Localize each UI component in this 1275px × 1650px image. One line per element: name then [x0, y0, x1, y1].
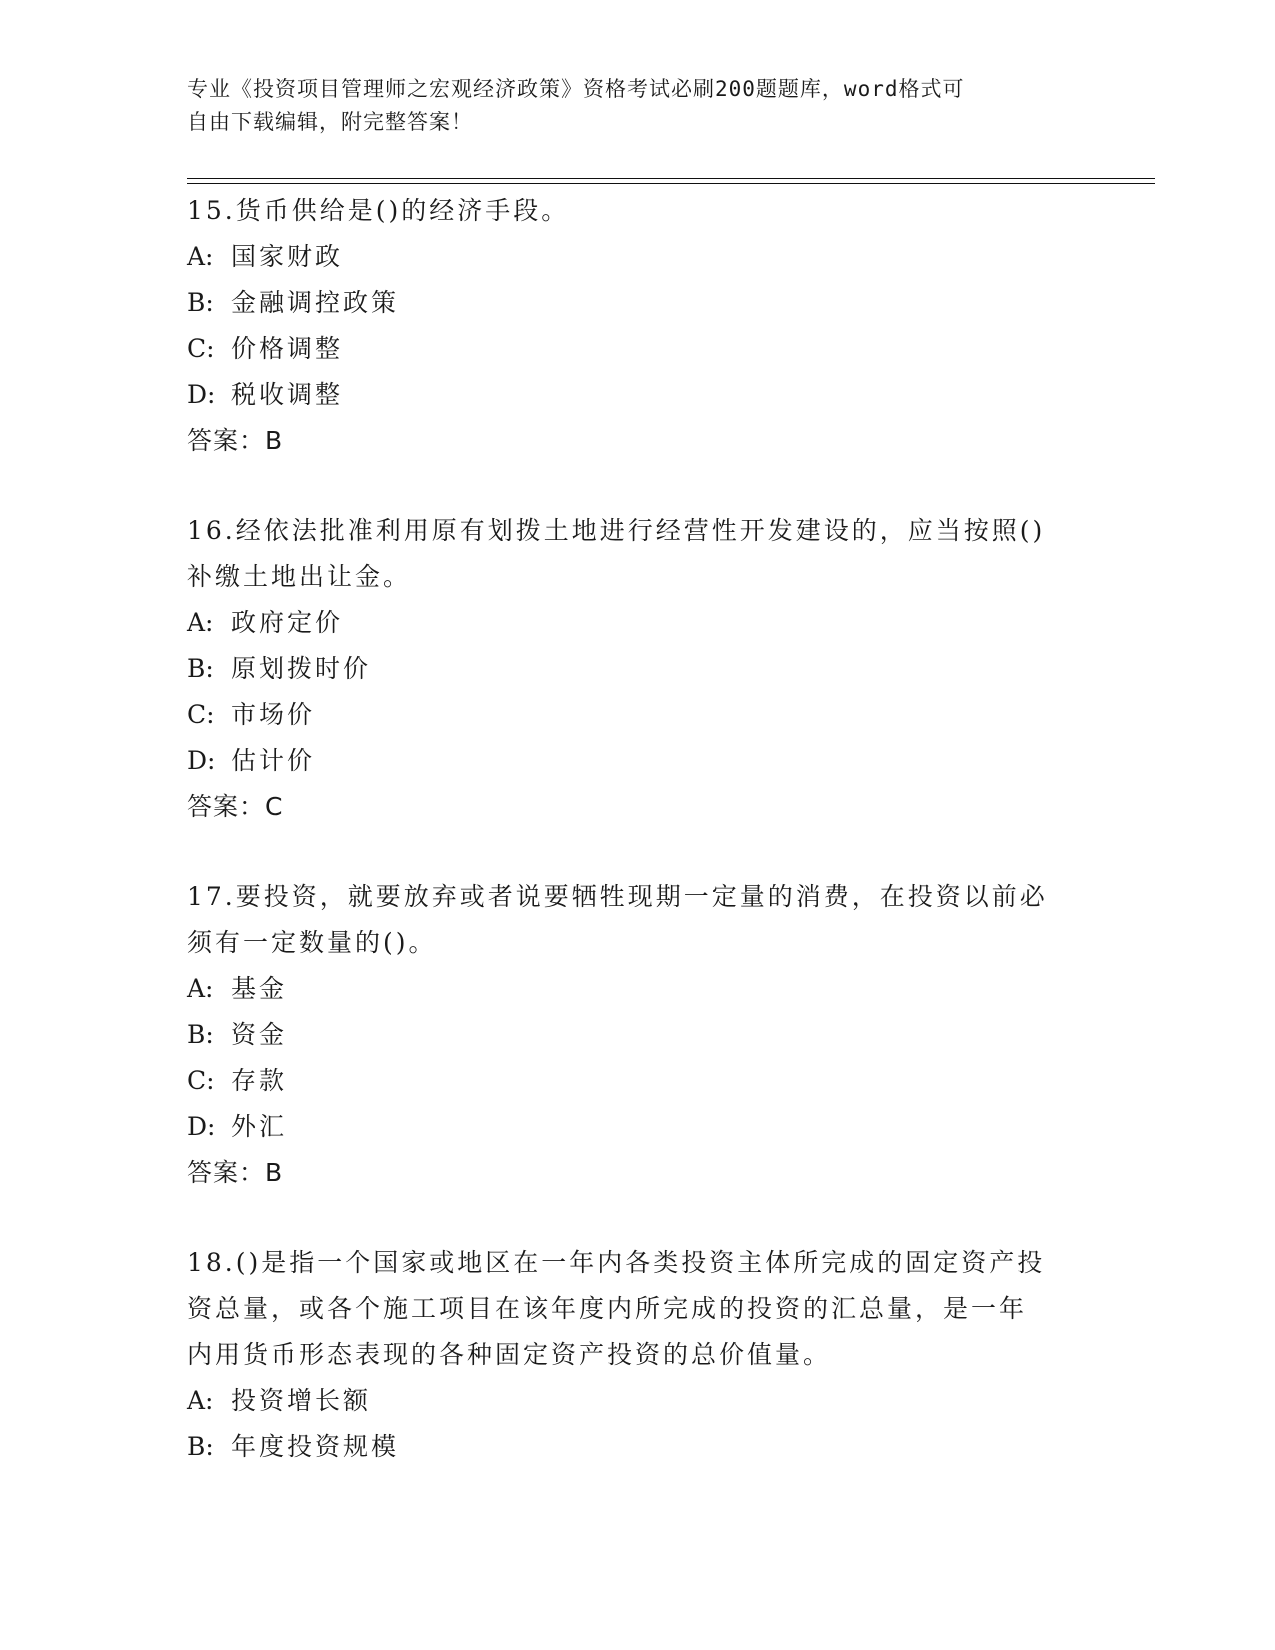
- option-text: 估计价: [231, 746, 316, 775]
- option-text: 国家财政: [231, 242, 344, 271]
- option-letter: C:: [187, 700, 215, 729]
- answer-line: 答案：B: [187, 1158, 284, 1187]
- question-18: [187, 1240, 1087, 1470]
- question-stem-line: 16.经依法批准利用原有划拨土地进行经营性开发建设的，应当按照(): [187, 516, 1046, 545]
- question-stem-line: 18.()是指一个国家或地区在一年内各类投资主体所完成的固定资产投: [187, 1248, 1046, 1277]
- header-line-2: 自由下载编辑，附完整答案！: [187, 110, 473, 134]
- option-text: 价格调整: [231, 334, 344, 363]
- option-b: [187, 646, 1087, 692]
- answer-line: 答案：C: [187, 792, 284, 821]
- option-a: [187, 234, 1087, 280]
- option-d: [187, 372, 1087, 418]
- option-b: [187, 280, 1087, 326]
- question-list: [187, 188, 1087, 1470]
- option-c: [187, 326, 1087, 372]
- option-c: [187, 1058, 1087, 1104]
- question-17: [187, 874, 1087, 1196]
- option-c: [187, 692, 1087, 738]
- question-stem-line: 15.货币供给是()的经济手段。: [187, 196, 570, 225]
- option-text: 外汇: [231, 1112, 288, 1141]
- option-letter: B:: [187, 288, 214, 317]
- option-text: 金融调控政策: [231, 288, 400, 317]
- option-text: 年度投资规模: [231, 1432, 400, 1461]
- question-stem-line: 资总量，或各个施工项目在该年度内所完成的投资的汇总量，是一年: [187, 1294, 1028, 1323]
- question-16: [187, 508, 1087, 830]
- option-letter: C:: [187, 1066, 215, 1095]
- question-stem-line: 须有一定数量的()。: [187, 928, 437, 957]
- option-letter: B:: [187, 1020, 214, 1049]
- option-letter: D:: [187, 1112, 216, 1141]
- question-stem-line: 内用货币形态表现的各种固定资产投资的总价值量。: [187, 1340, 832, 1369]
- option-text: 市场价: [231, 700, 316, 729]
- option-letter: B:: [187, 1432, 214, 1461]
- option-text: 原划拨时价: [231, 654, 372, 683]
- option-a: [187, 966, 1087, 1012]
- header-line-1: 专业《投资项目管理师之宏观经济政策》资格考试必刷200题题库，word格式可: [187, 77, 965, 101]
- header-divider-top: [187, 178, 1155, 179]
- option-text: 存款: [231, 1066, 288, 1095]
- option-a: [187, 600, 1087, 646]
- header-divider-bottom: [187, 183, 1155, 184]
- question-15: [187, 188, 1087, 464]
- option-letter: C:: [187, 334, 215, 363]
- option-text: 政府定价: [231, 608, 344, 637]
- option-text: 税收调整: [231, 380, 344, 409]
- option-b: [187, 1012, 1087, 1058]
- answer-line: 答案：B: [187, 426, 284, 455]
- option-letter: D:: [187, 746, 216, 775]
- option-text: 基金: [231, 974, 288, 1003]
- option-letter: A:: [187, 974, 214, 1003]
- option-letter: B:: [187, 654, 214, 683]
- document-header: [187, 73, 1067, 139]
- question-stem-line: 17.要投资，就要放弃或者说要牺牲现期一定量的消费，在投资以前必: [187, 882, 1048, 911]
- option-letter: A:: [187, 242, 214, 271]
- option-letter: D:: [187, 380, 216, 409]
- option-d: [187, 1104, 1087, 1150]
- option-d: [187, 738, 1087, 784]
- option-letter: A:: [187, 608, 214, 637]
- option-b: [187, 1424, 1087, 1470]
- option-text: 资金: [231, 1020, 288, 1049]
- option-letter: A:: [187, 1386, 214, 1415]
- option-text: 投资增长额: [231, 1386, 372, 1415]
- option-a: [187, 1378, 1087, 1424]
- question-stem-line: 补缴土地出让金。: [187, 562, 412, 591]
